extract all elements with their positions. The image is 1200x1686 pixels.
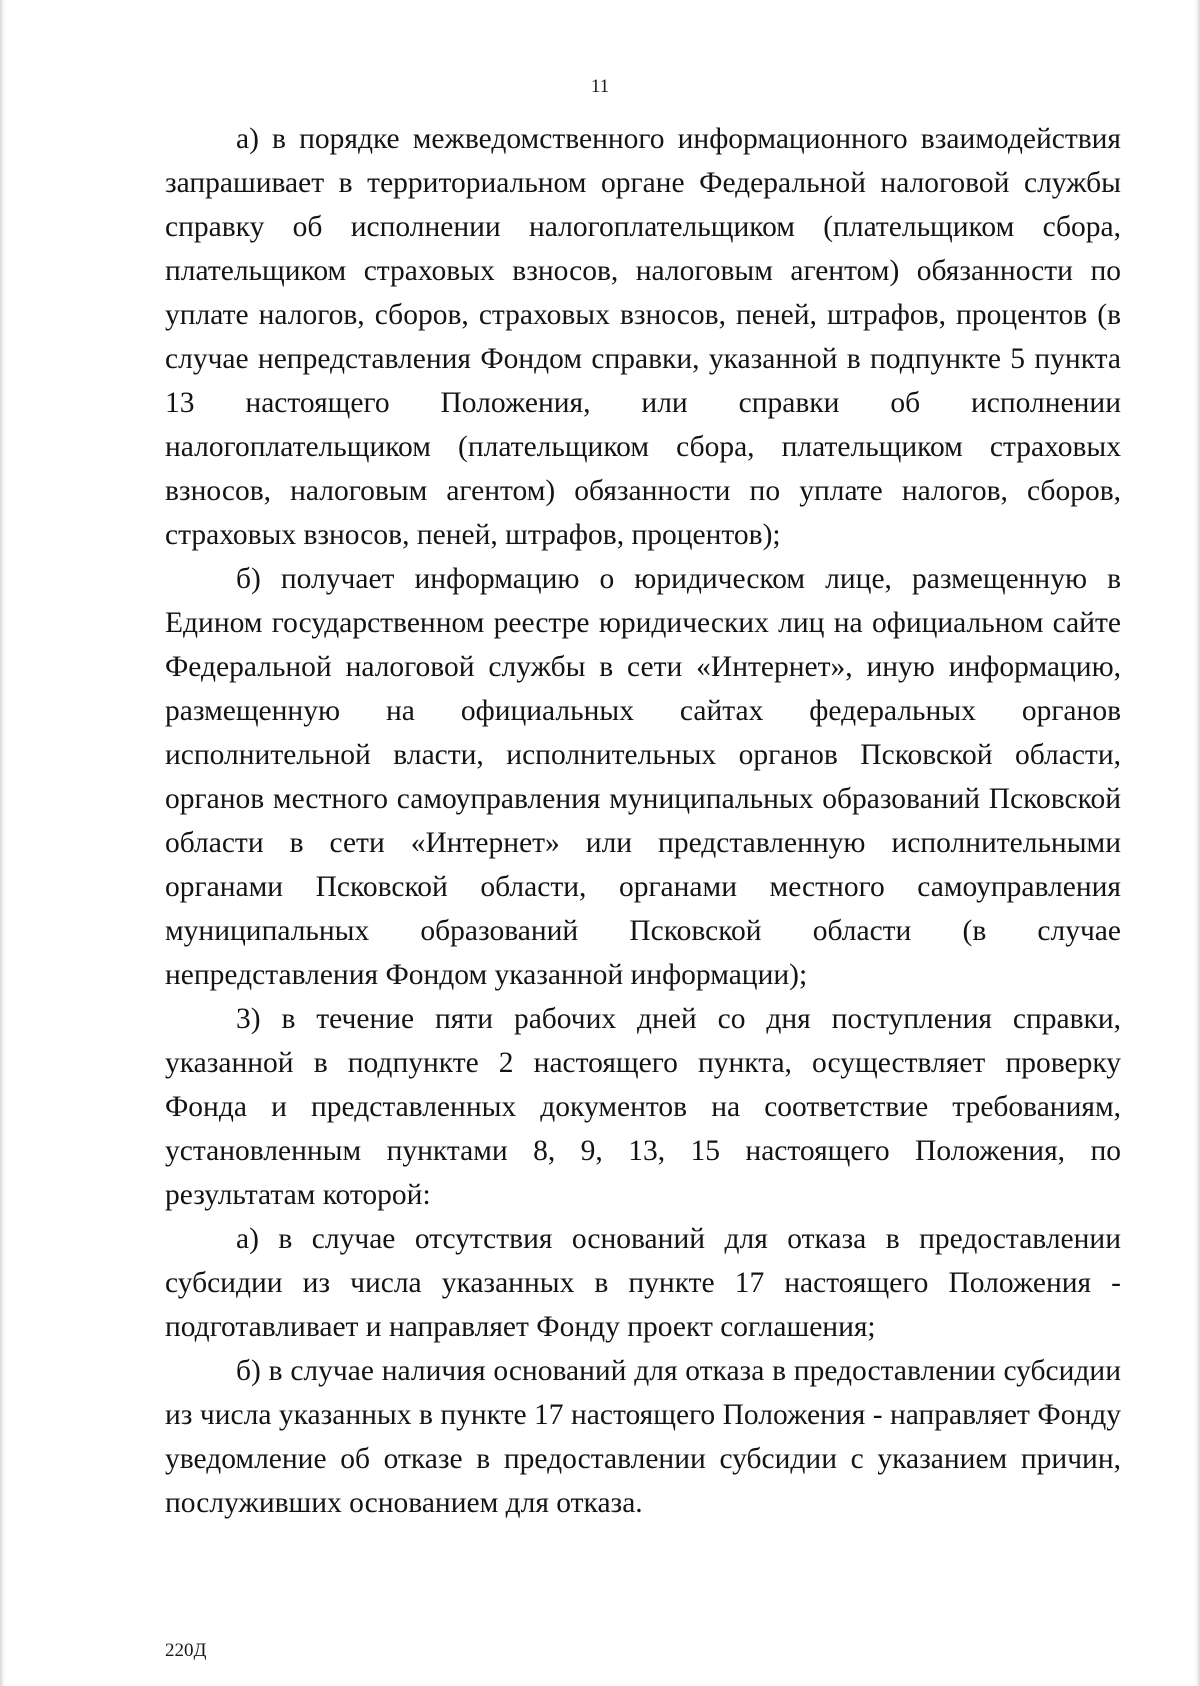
- paragraph-subitem-b-refusal: б) в случае наличия оснований для отказа в предоставлении субсидии из числа указанных в пункте 17 настоящего Положения - направляет Фонду уведомление об отказе в предоставлении субсидии с указанием причин, послуживших основанием для отказа.: [165, 1355, 1121, 1519]
- paragraph-subitem-a-request: а) в порядке межведомственного информационного взаимодействия запрашивает в территориальном органе Федеральной налоговой службы справку об исполнении налогоплательщиком (плательщиком сбора, плательщиком страховых взносов, налоговым агентом) обязанности по уплате налогов, сборов, страховых взносов, пеней, штрафов, процентов (в случае непредставления Фондом справки, указанной в подпункте 5 пункта 13 настоящего Положения, или справки об исполнении налогоплательщиком (плательщиком сбора, плательщиком страховых взносов, налоговым агентом) обязанности по уплате налогов, сборов, страховых взносов, пеней, штрафов, процентов);: [165, 123, 1121, 551]
- page-number: 11: [590, 76, 610, 97]
- document-body: [165, 117, 1121, 1525]
- paragraph-item-3-verification: 3) в течение пяти рабочих дней со дня поступления справки, указанной в подпункте 2 настоящего пункта, осуществляет проверку Фонда и представленных документов на соответствие требованиям, установленным пунктами 8, 9, 13, 15 настоящего Положения, по результатам которой:: [165, 1003, 1121, 1211]
- scan-edge-right: [1194, 0, 1200, 1686]
- scan-edge-left: [0, 0, 6, 1686]
- footer-document-code: 220Д: [165, 1640, 207, 1661]
- paragraph-subitem-b-info: б) получает информацию о юридическом лице, размещенную в Едином государственном реестре юридических лиц на официальном сайте Федеральной налоговой службы в сети «Интернет», иную информацию, размещенную на официальных сайтах федеральных органов исполнительной власти, исполнительных органов Псковской области, органов местного самоуправления муниципальных образований Псковской области в сети «Интернет» или представленную исполнительными органами Псковской области, органами местного самоуправления муниципальных образований Псковской области (в случае непредставления Фондом указанной информации);: [165, 563, 1121, 991]
- paragraph-subitem-a-agreement: а) в случае отсутствия оснований для отказа в предоставлении субсидии из числа указанных в пункте 17 настоящего Положения - подготавливает и направляет Фонду проект соглашения;: [165, 1223, 1121, 1343]
